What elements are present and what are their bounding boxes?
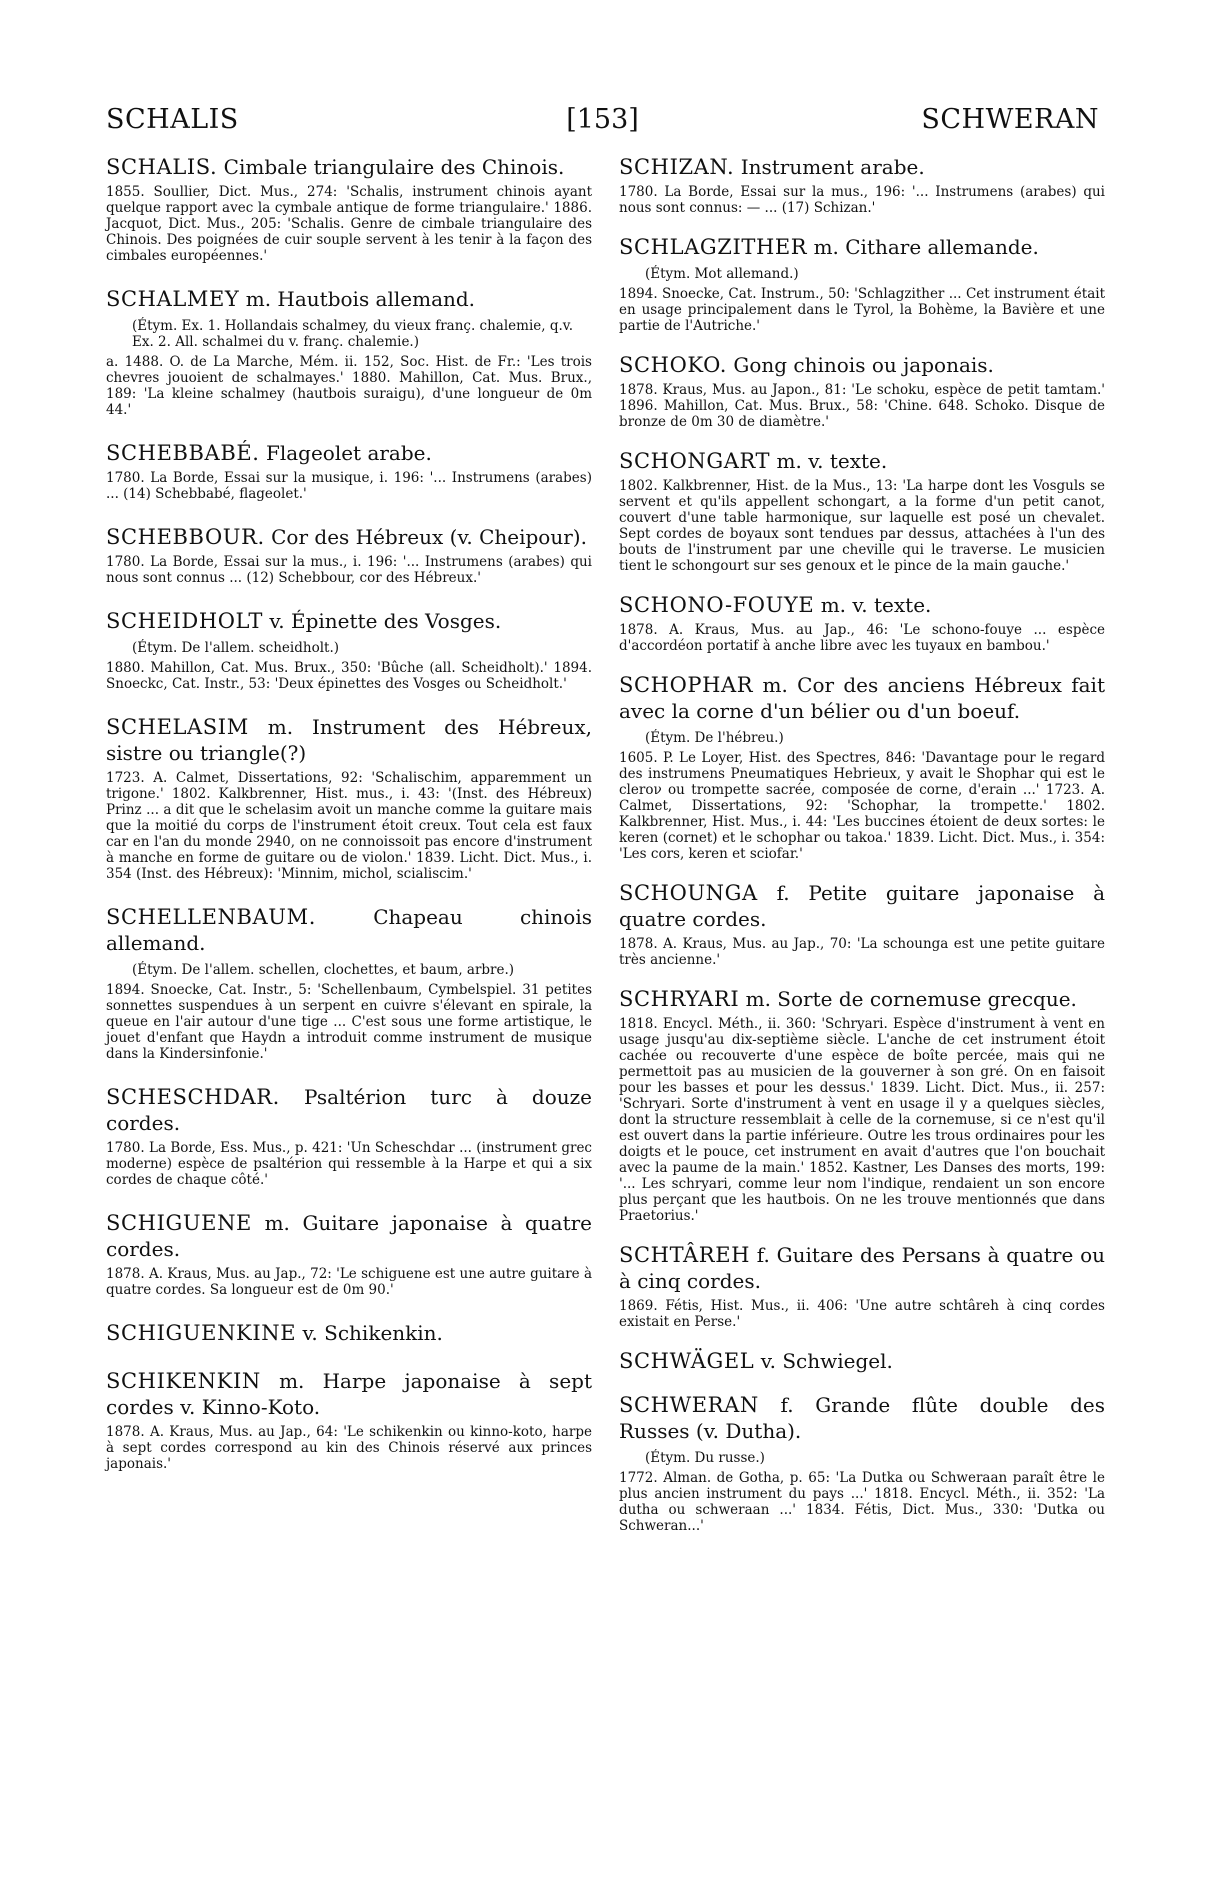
- entry: [106, 1210, 592, 1298]
- headword: SCHONO-FOUYE: [619, 593, 815, 617]
- citations: 1818. Encycl. Méth., ii. 360: 'Schryari. Espèce d'instrument à vent en usage jusqu'au dix-septième siècle. L'anche de cet instrument étoit cachée ou recouverte d'une espèce de boîte percée, mais qui ne permettoit pas au musicien de la gouverner à son gré. On en faisoit pour les basses et pour les dessus.' 1839. Licht. Dict. Mus., ii. 257: 'Schryari. Sorte d'instrument à vent en usage il y a quelques siècles, dont la structure ressemblait à celle de la cornemuse, si ce n'est qu'il est ouvert dans la partie inférieure. Outre les trous ordinaires pour les doigts et le pouce, cet instrument en avait d'autres que l'on bouchait avec la paume de la main.' 1852. Kastner, Les Danses des morts, 199: '... Les schryari, comme leur nom l'indique, rendaient un son encore plus perçant que les hautbois. On ne les trouve mentionnés que dans Praetorius.': [619, 1016, 1105, 1224]
- entry: [106, 1368, 592, 1472]
- citations: 1802. Kalkbrenner, Hist. de la Mus., 13: 'La harpe dont les Vosguls se servent et qu'ils appellent schongart, a la forme d'un petit canot, couvert d'une table harmonique, sur laquelle est posé un chevalet. Sept cordes de boyaux sont tendues par dessus, attachées à l'un des bouts de l'instrument par une cheville qui le traverse. Le musicien tient le schongourt sur ses genoux et le pince de la main gauche.': [619, 478, 1105, 574]
- definition: m. v. texte.: [776, 449, 888, 473]
- left-column: [106, 154, 592, 1472]
- entry: [619, 1348, 1105, 1374]
- headword: SCHWÄGEL: [619, 1349, 755, 1373]
- entry: [106, 440, 592, 502]
- definition: f. Petite guitare japonaise à quatre cordes.: [619, 881, 1105, 931]
- entry: [619, 592, 1105, 654]
- headword: SCHOUNGA: [619, 881, 758, 905]
- etymology: (Étym. Ex. 1. Hollandais schalmey, du vieux franç. chalemie, q.v. Ex. 2. All. schalmei du v. franç. chalemie.): [132, 318, 574, 350]
- entry: [619, 880, 1105, 968]
- entry: [619, 1392, 1105, 1534]
- headword: SCHIZAN.: [619, 155, 735, 179]
- definition: m. Sorte de cornemuse grecque.: [745, 987, 1077, 1011]
- citations: 1894. Snoecke, Cat. Instrum., 50: 'Schlagzither ... Cet instrument était en usage principalement dans le Tyrol, la Bohème, la Bavière et une partie de l'Autriche.': [619, 286, 1105, 334]
- headword: SCHOPHAR: [619, 673, 754, 697]
- etymology: (Étym. De l'hébreu.): [645, 730, 784, 746]
- headword: SCHIGUENKINE: [106, 1321, 297, 1345]
- headword: SCHLAGZITHER: [619, 235, 808, 259]
- entry: [106, 524, 592, 586]
- headword: SCHIGUENE: [106, 1211, 252, 1235]
- headword: SCHELLENBAUM.: [106, 905, 316, 929]
- headword: SCHELASIM: [106, 715, 249, 739]
- citations: 1780. La Borde, Ess. Mus., p. 421: 'Un Scheschdar ... (instrument grec moderne) espèce de psaltérion qui ressemble à la Harpe et qui a six cordes de chaque côté.': [106, 1140, 592, 1188]
- definition: m. Instrument des Hébreux, sistre ou triangle(?): [106, 715, 592, 765]
- citations: 1878. A. Kraus, Mus. au Jap., 72: 'Le schiguene est une autre guitare à quatre cordes. Sa longueur est de 0m 90.': [106, 1266, 592, 1298]
- entry: [106, 286, 592, 418]
- headword: SCHTÂREH: [619, 1243, 751, 1267]
- headword: SCHALIS.: [106, 155, 218, 179]
- definition: v. Schikenkin.: [302, 1321, 443, 1345]
- definition: m. Cor des anciens Hébreux fait avec la corne d'un bélier ou d'un boeuf.: [619, 673, 1105, 723]
- running-head-left: SCHALIS: [106, 104, 239, 135]
- entry: [106, 1084, 592, 1188]
- citations: 1855. Soullier, Dict. Mus., 274: 'Schalis, instrument chinois ayant quelque rapport avec la cymbale antique de forme triangulaire.' 1886. Jacquot, Dict. Mus., 205: 'Schalis. Genre de cimbale triangulaire des Chinois. Des poignées de cuir souple servent à les tenir à la façon des cimbales européennes.': [106, 184, 592, 264]
- entry: [619, 352, 1105, 430]
- etymology: (Étym. Mot allemand.): [645, 266, 799, 282]
- headword: SCHIKENKIN: [106, 1369, 261, 1393]
- citations: 1605. P. Le Loyer, Hist. des Spectres, 846: 'Davantage pour le regard des instrumens Pneumatiques Hebrieux, y avait le Shophar qui est le clerον ou trompette sacrée, composée de corne, d'erain ...' 1723. A. Calmet, Dissertations, 92: 'Schophar, la trompette.' 1802. Kalkbrenner, Hist. Mus., i. 44: 'Les buccines étoient de deux sortes: le keren (cornet) et le schophar ou takoa.' 1839. Licht. Dict. Mus., i. 354: 'Les cors, keren et sciofar.': [619, 750, 1105, 862]
- headword: SCHOKO.: [619, 353, 727, 377]
- entry: [619, 672, 1105, 862]
- citations: 1880. Mahillon, Cat. Mus. Brux., 350: 'Bûche (all. Scheidholt).' 1894. Snoeckc, Cat. Instr., 53: 'Deux épinettes des Vosges ou Scheidholt.': [106, 660, 592, 692]
- definition: m. v. texte.: [820, 593, 932, 617]
- definition: Cor des Hébreux (v. Cheipour).: [271, 525, 587, 549]
- running-head: [106, 104, 1099, 144]
- citations: 1869. Fétis, Hist. Mus., ii. 406: 'Une autre schtâreh à cinq cordes existait en Perse.': [619, 1298, 1105, 1330]
- headword: SCHEIDHOLT: [106, 609, 263, 633]
- etymology: (Étym. Du russe.): [645, 1450, 765, 1466]
- headword: SCHRYARI: [619, 987, 740, 1011]
- definition: m. Hautbois allemand.: [245, 287, 476, 311]
- definition: Psaltérion turc à douze cordes.: [106, 1085, 593, 1135]
- headword: SCHEBBOUR.: [106, 525, 265, 549]
- definition: Cimbale triangulaire des Chinois.: [223, 155, 565, 179]
- entry: [619, 986, 1105, 1224]
- running-head-right: SCHWERAN: [921, 104, 1099, 135]
- citations: 1723. A. Calmet, Dissertations, 92: 'Schalischim, apparemment un trigone.' 1802. Kalkbrenner, Hist. mus., i. 43: '(Inst. des Hébreux) Prinz ... a dit que le schelasim avoit un manche comme la guitare mais que la moitié du corps de l'instrument étoit creux. Tout cela est faux car en l'an du monde 2940, on ne connoissoit pas encore d'instrument à manche en forme de guitare ou de violon.' 1839. Licht. Dict. Mus., i. 354 (Inst. des Hébreux): 'Minnim, michol, scialiscim.': [106, 770, 592, 882]
- page-number: [153]: [566, 104, 639, 135]
- definition: f. Guitare des Persans à quatre ou à cinq cordes.: [619, 1243, 1105, 1293]
- entry: [106, 1320, 592, 1346]
- citations: 1772. Alman. de Gotha, p. 65: 'La Dutka ou Schweraan paraît être le plus ancien instrument du pays ...' 1818. Encycl. Méth., ii. 352: 'La dutha ou schweraan ...' 1834. Fétis, Dict. Mus., 330: 'Dutka ou Schweran...': [619, 1470, 1105, 1534]
- entry: [619, 154, 1105, 216]
- headword: SCHEBBABÉ.: [106, 441, 260, 465]
- citations: 1878. A. Kraus, Mus. au Jap., 64: 'Le schikenkin ou kinno-koto, harpe à sept cordes correspond au kin des Chinois réservé aux princes japonais.': [106, 1424, 592, 1472]
- definition: v. Schwiegel.: [760, 1349, 893, 1373]
- citations: 1878. A. Kraus, Mus. au Jap., 46: 'Le schono-fouye ... espèce d'accordéon portatif à anche libre avec les tuyaux en bambou.': [619, 622, 1105, 654]
- headword: SCHESCHDAR.: [106, 1085, 280, 1109]
- definition: m. Harpe japonaise à sept cordes v. Kinno-Koto.: [106, 1369, 592, 1419]
- citations: 1780. La Borde, Essai sur la mus., i. 196: '... Instrumens (arabes) qui nous sont connus ... (12) Schebbour, cor des Hébreux.': [106, 554, 592, 586]
- citations: 1780. La Borde, Essai sur la musique, i. 196: '... Instrumens (arabes) ... (14) Schebbabé, flageolet.': [106, 470, 592, 502]
- definition: Chapeau chinois allemand.: [106, 905, 593, 955]
- definition: f. Grande flûte double des Russes (v. Dutha).: [619, 1393, 1106, 1443]
- entry: [106, 904, 592, 1062]
- entry: [619, 234, 1105, 334]
- definition: Flageolet arabe.: [265, 441, 432, 465]
- citations: 1878. Kraus, Mus. au Japon., 81: 'Le schoku, espèce de petit tamtam.' 1896. Mahillon, Cat. Mus. Brux., 58: 'Chine. 648. Schoko. Disque de bronze de 0m 30 de diamètre.': [619, 382, 1105, 430]
- definition: v. Épinette des Vosges.: [269, 609, 502, 633]
- citations: 1780. La Borde, Essai sur la mus., 196: '... Instrumens (arabes) qui nous sont connus: — ... (17) Schizan.': [619, 184, 1105, 216]
- definition: Gong chinois ou japonais.: [733, 353, 994, 377]
- etymology: (Étym. De l'allem. schellen, clochettes, et baum, arbre.): [132, 962, 515, 978]
- definition: m. Cithare allemande.: [813, 235, 1039, 259]
- headword: SCHALMEY: [106, 287, 240, 311]
- headword: SCHWERAN: [619, 1393, 759, 1417]
- entry: [106, 608, 592, 692]
- etymology: (Étym. De l'allem. scheidholt.): [132, 640, 340, 656]
- definition: Instrument arabe.: [740, 155, 925, 179]
- entry: [619, 448, 1105, 574]
- definition: m. Guitare japonaise à quatre cordes.: [106, 1211, 592, 1261]
- citations: a. 1488. O. de La Marche, Mém. ii. 152, Soc. Hist. de Fr.: 'Les trois chevres jouoient de schalmayes.' 1880. Mahillon, Cat. Mus. Brux., 189: 'La kleine schalmey (hautbois suraigu), d'une longueur de 0m 44.': [106, 354, 592, 418]
- citations: 1878. A. Kraus, Mus. au Jap., 70: 'La schounga est une petite guitare très ancienne.': [619, 936, 1105, 968]
- entry: [619, 1242, 1105, 1330]
- headword: SCHONGART: [619, 449, 771, 473]
- entry: [106, 714, 592, 882]
- citations: 1894. Snoecke, Cat. Instr., 5: 'Schellenbaum, Cymbelspiel. 31 petites sonnettes suspendues à un serpent en cuivre s'élevant en spirale, la queue en l'air autour d'une tige ... C'est sous une forme artistique, le jouet d'enfant que Haydn a introduit comme instrument de musique dans la Kindersinfonie.': [106, 982, 592, 1062]
- entry: [106, 154, 592, 264]
- right-column: [619, 154, 1105, 1534]
